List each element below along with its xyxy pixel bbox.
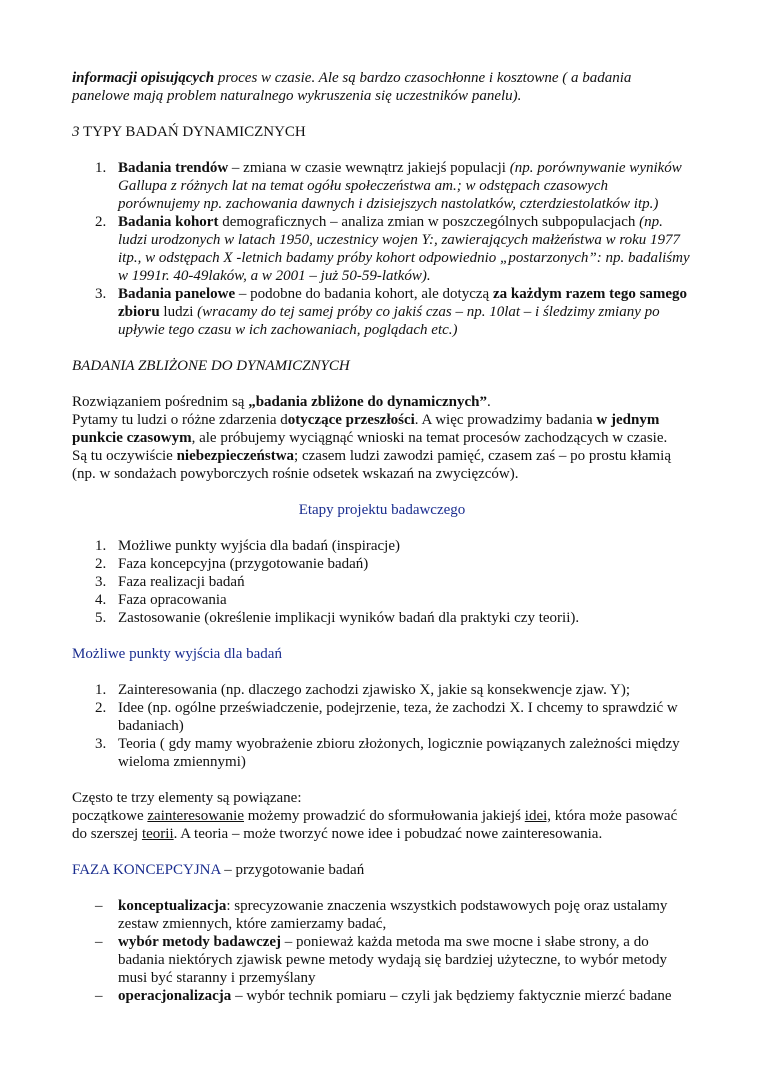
types-heading bbox=[72, 123, 692, 141]
item-text: demograficznych – analiza zmian w poszczególnych subpopulacjach bbox=[218, 214, 640, 230]
starting-heading: Możliwe punkty wyjścia dla badań bbox=[72, 646, 282, 662]
term-bold: wybór metody badawczej bbox=[118, 934, 282, 950]
starting-list bbox=[72, 681, 692, 771]
item-italic: (np. porównywanie wyników Gallupa z różnych lat na temat ogółu społeczeństwa am.; w odstępach czasowych porównujemy np. zachowania dawnych i dzisiejszych nastolatków, czterdziestolatków itp.) bbox=[118, 160, 682, 212]
list-number: 2. bbox=[95, 556, 107, 572]
note-paragraph bbox=[72, 807, 692, 843]
item-text: ludzi bbox=[159, 304, 198, 320]
item-text: Teoria ( gdy mamy wyobrażenie zbioru złożonych, logicznie powiązanych zależności między wieloma zmiennymi) bbox=[118, 736, 680, 770]
text: . bbox=[487, 394, 491, 410]
underlined-term: idei, bbox=[524, 808, 552, 824]
concept-heading-text: – przygotowanie badań bbox=[220, 862, 365, 878]
term-bold: w jednym punkcie czasowym bbox=[72, 412, 660, 446]
list-number: 1. bbox=[95, 160, 107, 176]
types-heading-text: TYPY BADAŃ DYNAMICZNYCH bbox=[79, 124, 306, 140]
text: początkowe bbox=[72, 808, 148, 824]
list-item bbox=[72, 285, 692, 339]
text: możemy prowadzić do sformułowania jakiejś bbox=[244, 808, 525, 824]
list-number: 3. bbox=[95, 286, 107, 302]
underlined-term: teorii bbox=[141, 826, 174, 842]
text: ; czasem ludzi zawodzi pamięć, czasem zaś – po prostu kłamią (np. w sondażach powyborczych rośnie odsetek wskazań na zwycięzców). bbox=[72, 448, 671, 482]
list-item bbox=[72, 699, 692, 735]
term-bold: „badania zbliżone do dynamicznych” bbox=[248, 394, 487, 410]
concept-heading bbox=[72, 861, 692, 879]
types-heading-num: 3 bbox=[72, 124, 80, 140]
list-number: 1. bbox=[95, 682, 107, 698]
list-item bbox=[72, 681, 692, 699]
similar-heading: BADANIA ZBLIŻONE DO DYNAMICZNYCH bbox=[72, 358, 350, 374]
list-item bbox=[72, 933, 692, 987]
item-text: : sprecyzowanie znaczenia wszystkich podstawowych poję oraz ustalamy zestaw zmiennych, które zamierzamy badać, bbox=[118, 898, 668, 932]
list-item bbox=[72, 591, 692, 609]
list-item bbox=[72, 735, 692, 771]
list-number: 3. bbox=[95, 736, 107, 752]
concept-list bbox=[72, 897, 692, 1005]
similar-paragraph-1 bbox=[72, 393, 692, 411]
text: . A teoria – może tworzyć nowe idee i pobudzać nowe zainteresowania. bbox=[173, 826, 603, 842]
intro-paragraph bbox=[72, 69, 692, 105]
text: Są tu oczywiście bbox=[72, 448, 177, 464]
item-text: – wybór technik pomiaru – czyli jak będziemy faktycznie mierzć badane bbox=[231, 988, 672, 1004]
text: która może pasować do szerszej bbox=[72, 808, 678, 842]
stages-heading: Etapy projektu badawczego bbox=[298, 502, 466, 518]
term-bold: za każdym razem tego samego zbioru bbox=[118, 286, 688, 320]
item-text: – podobne do badania kohort, ale dotyczą bbox=[235, 286, 493, 302]
list-item bbox=[72, 609, 692, 627]
term-bold: Badania trendów bbox=[118, 160, 229, 176]
text: Pytamy tu ludzi o różne zdarzenia d bbox=[72, 412, 288, 428]
list-item bbox=[72, 159, 692, 213]
item-text: – zmiana w czasie wewnątrz jakiejś populacji bbox=[228, 160, 510, 176]
note-line-1: Często te trzy elementy są powiązane: bbox=[72, 790, 302, 806]
item-text: Faza opracowania bbox=[118, 592, 227, 608]
term-bold: Badania kohort bbox=[118, 214, 219, 230]
list-item bbox=[72, 555, 692, 573]
term-bold: Badania panelowe bbox=[118, 286, 236, 302]
list-item bbox=[72, 213, 692, 285]
text: Rozwiązaniem pośrednim są bbox=[72, 394, 249, 410]
intro-text: proces w czasie. Ale są bardzo czasochłonne i kosztowne ( a badania panelowe mają problem naturalnego wykruszenia się uczestników panelu). bbox=[72, 70, 632, 104]
list-number: 5. bbox=[95, 610, 107, 626]
list-number: 1. bbox=[95, 538, 107, 554]
stages-list bbox=[72, 537, 692, 627]
document-page bbox=[72, 69, 692, 1005]
item-text: Faza koncepcyjna (przygotowanie badań) bbox=[118, 556, 369, 572]
concept-heading-colored: FAZA KONCEPCYJNA bbox=[72, 862, 221, 878]
text: . A więc prowadzimy badania bbox=[414, 412, 597, 428]
item-italic: (wracamy do tej samej próby co jakiś czas – np. 10lat – i śledzimy zmiany po upływie tego czasu w ich zachowaniach, poglądach etc.) bbox=[118, 304, 660, 338]
item-text: Idee (np. ogólne przeświadczenie, podejrzenie, teza, że zachodzi X. I chcemy to sprawdzić w badaniach) bbox=[118, 700, 678, 734]
term-bold: niebezpieczeństwa bbox=[176, 448, 295, 464]
types-list bbox=[72, 159, 692, 339]
list-item bbox=[72, 897, 692, 933]
term-bold: operacjonalizacja bbox=[118, 988, 232, 1004]
list-number: 2. bbox=[95, 214, 107, 230]
item-text: Faza realizacji badań bbox=[118, 574, 245, 590]
item-italic: (np. ludzi urodzonych w latach 1950, uczestnicy wojen Y:, zawierających małżeństwa w roku 1977 itp., w odstępach X -letnich badamy próby kohort odpowiednio „postarzonych”: np. badaliśmy w 1991r. 40-49laków, a w 2001 – już 50-59-latków). bbox=[118, 214, 690, 284]
similar-paragraph-2 bbox=[72, 411, 692, 447]
item-text: Zainteresowania (np. dlaczego zachodzi zjawisko X, jakie są konsekwencje zjaw. Y); bbox=[118, 682, 631, 698]
list-number: 2. bbox=[95, 700, 107, 716]
underlined-term: zainteresowanie bbox=[147, 808, 245, 824]
list-item bbox=[72, 573, 692, 591]
text: , ale próbujemy wyciągnąć wnioski na temat procesów zachodzących w czasie. bbox=[191, 430, 668, 446]
list-item bbox=[72, 987, 692, 1005]
term-bold: konceptualizacja bbox=[118, 898, 227, 914]
item-text: Możliwe punkty wyjścia dla badań (inspiracje) bbox=[118, 538, 400, 554]
dash-bullet: – bbox=[95, 898, 103, 914]
item-text: – ponieważ każda metoda ma swe mocne i słabe strony, a do badania niektórych zjawisk pewne metody wydają się bardziej użyteczne, to wybór metody musi być staranny i przemyślany bbox=[118, 934, 667, 986]
list-item bbox=[72, 537, 692, 555]
item-text: Zastosowanie (określenie implikacji wyników badań dla praktyki czy teorii). bbox=[118, 610, 580, 626]
similar-paragraph-3 bbox=[72, 447, 692, 483]
dash-bullet: – bbox=[95, 988, 103, 1004]
intro-bold: informacji opisujących bbox=[72, 70, 215, 86]
term-bold: otyczące przeszłości bbox=[287, 412, 415, 428]
dash-bullet: – bbox=[95, 934, 103, 950]
list-number: 4. bbox=[95, 592, 107, 608]
list-number: 3. bbox=[95, 574, 107, 590]
